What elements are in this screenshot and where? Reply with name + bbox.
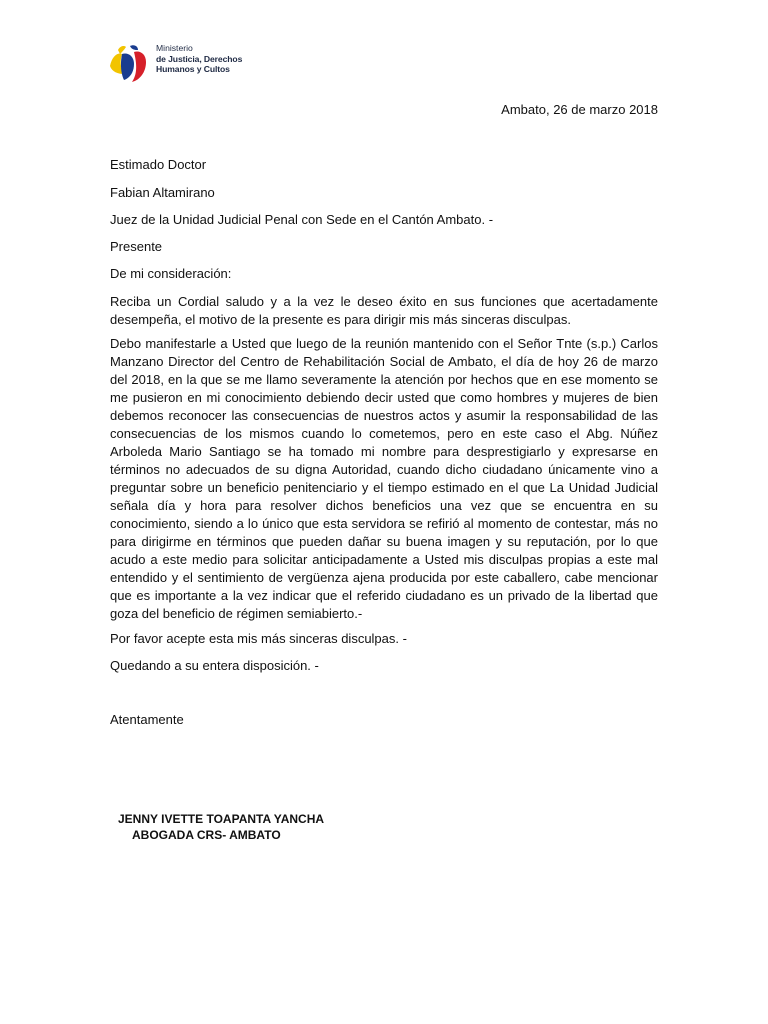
signature-name: JENNY IVETTE TOAPANTA YANCHA <box>118 812 325 826</box>
signature-title: ABOGADA CRS- AMBATO <box>132 828 281 842</box>
ministry-name-line3: Humanos y Cultos <box>156 64 230 74</box>
closing-line-1: Por favor acepte esta mis más sinceras disculpas. - <box>110 631 407 646</box>
letter-date: Ambato, 26 de marzo 2018 <box>501 102 658 117</box>
body-paragraph-2: Debo manifestarle a Usted que luego de la reunión mantenido con el Señor Tnte (s.p.) Carlos Manzano Director del Centro de Rehabilitación Social de Ambato, el día de hoy 26 de marzo del 2018, en la que se me llamo severamente la atención por hechos que en ese momento se me pusieron en mi conocimiento debiendo decir usted que como hombres y mujeres de bien debemos reconocer las consecuencias de nuestros actos y asumir la responsabilidad de las consecuencias de los mismos cuando lo cometemos, pero en este caso el Abg. Núñez Arboleda Mario Santiago se ha tomado mi nombre para desprestigiarlo y expresarse en términos no adecuados de su digna Autoridad, cuando dicho ciudadano únicamente vino a preguntar sobre un beneficio penitenciario y el tiempo estimado en el que La Unidad Judicial señala día y hora para resolver dichos beneficios una vez que se encuentra en su conocimiento, siendo a lo único que esta servidora se refirió al momento de contestar, más no para dirigirme en términos que pueden dañar su buena imagen y su reputación, por lo que acudo a este medio para solicitar anticipadamente a Usted mis disculpas propias a este mal entendido y el sentimiento de vergüenza ajena producida por este caballero, cabe mencionar que es importante a la vez indicar que el referido ciudadano es un privado de la libertad que goza del beneficio de régimen semiabierto.- <box>110 336 658 621</box>
ministry-name-line1: Ministerio <box>156 43 193 53</box>
recipient-name: Fabian Altamirano <box>110 185 215 200</box>
salutation: Estimado Doctor <box>110 157 207 172</box>
ministry-emblem-icon <box>108 42 154 86</box>
recipient-title: Juez de la Unidad Judicial Penal con Sede en el Cantón Ambato. - <box>110 212 494 227</box>
regards: Atentamente <box>110 712 184 727</box>
consideracion-line: De mi consideración: <box>110 266 232 281</box>
closing-line-2: Quedando a su entera disposición. - <box>110 658 319 673</box>
presente-line: Presente <box>110 239 163 254</box>
ministry-name <box>156 43 266 75</box>
body-paragraph-1: Reciba un Cordial saludo y a la vez le deseo éxito en sus funciones que acertadamente desempeña, el motivo de la presente es para dirigir mis más sinceras disculpas. <box>110 294 658 327</box>
ministry-name-line2: de Justicia, Derechos <box>156 53 243 64</box>
ministry-logo <box>108 42 258 86</box>
